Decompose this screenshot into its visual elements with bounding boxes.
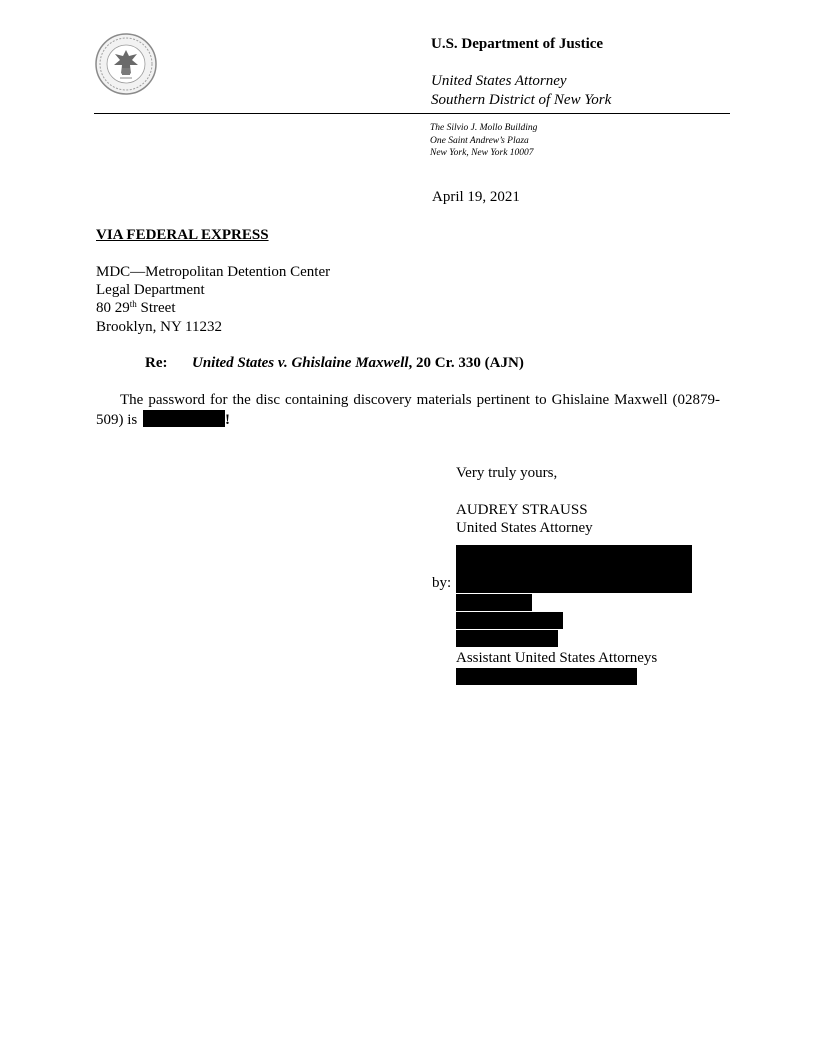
recipient-street-name: Street xyxy=(136,300,176,316)
office-address-building: The Silvio J. Mollo Building xyxy=(430,123,538,133)
recipient-street-ordinal: th xyxy=(129,299,137,309)
contact-redaction xyxy=(456,668,637,685)
body-paragraph xyxy=(96,391,720,430)
recipient-street xyxy=(96,300,176,317)
case-number: , 20 Cr. 330 (AJN) xyxy=(408,355,524,371)
agency-name: U.S. Department of Justice xyxy=(431,36,604,52)
ausa-name-redaction xyxy=(456,594,532,611)
ausa-title: Assistant United States Attorneys xyxy=(456,650,658,666)
closing: Very truly yours, xyxy=(456,465,558,481)
doj-seal-icon xyxy=(94,32,158,96)
body-text: The password for the disc containing discovery materials pertinent to Ghislaine Maxwell (02879-509) is xyxy=(96,392,720,428)
ausa-name-redaction xyxy=(456,612,563,629)
recipient-department: Legal Department xyxy=(96,282,205,298)
case-reference xyxy=(192,355,524,372)
office-address-city: New York, New York 10007 xyxy=(430,148,534,158)
signer-title: United States Attorney xyxy=(456,520,593,536)
recipient-name: MDC—Metropolitan Detention Center xyxy=(96,264,331,280)
re-label: Re: xyxy=(145,355,168,371)
letterhead-divider xyxy=(94,113,730,114)
office-title: United States Attorney xyxy=(431,73,567,89)
signer-name: AUDREY STRAUSS xyxy=(456,502,588,518)
password-redaction xyxy=(143,410,225,427)
office-address-street: One Saint Andrew’s Plaza xyxy=(430,136,529,146)
signature-redaction xyxy=(456,545,692,593)
case-name: United States v. Ghislaine Maxwell xyxy=(192,355,409,371)
letter-date: April 19, 2021 xyxy=(432,189,520,205)
recipient-city: Brooklyn, NY 11232 xyxy=(96,319,222,335)
office-district: Southern District of New York xyxy=(431,92,612,108)
ausa-name-redaction xyxy=(456,630,558,647)
by-label: by: xyxy=(432,575,452,591)
recipient-street-number: 80 29 xyxy=(96,300,130,316)
delivery-method: VIA FEDERAL EXPRESS xyxy=(96,227,269,243)
body-text-end: ! xyxy=(225,412,230,428)
